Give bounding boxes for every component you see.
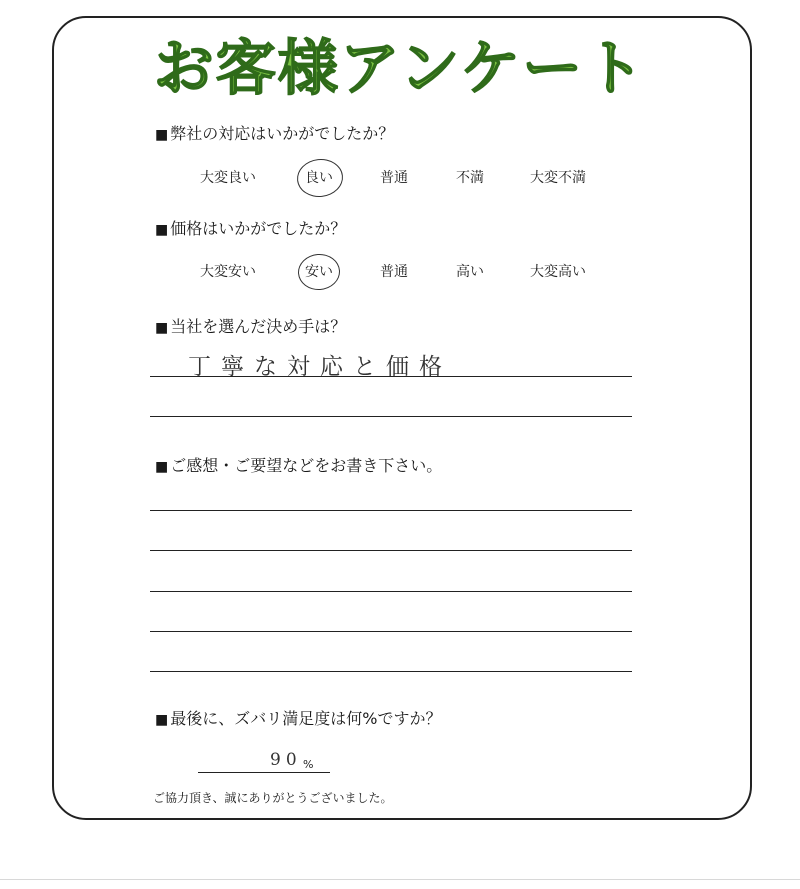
question-marker: ■ xyxy=(155,320,169,336)
price-option-very-cheap[interactable]: 大変安い xyxy=(200,264,256,280)
question-marker: ■ xyxy=(155,459,169,475)
comment-line[interactable] xyxy=(150,591,632,592)
question-price-text: 価格はいかがでしたか？ xyxy=(170,219,347,238)
answer-line xyxy=(150,416,632,417)
price-option-very-expensive[interactable]: 大変高い xyxy=(530,264,586,280)
comment-line[interactable] xyxy=(150,631,632,632)
comment-line[interactable] xyxy=(150,550,632,551)
comment-line[interactable] xyxy=(150,510,632,511)
question-service-text: 弊社の対応はいかがでしたか？ xyxy=(170,124,395,143)
thank-you-note: ご協力頂き、誠にありがとうございました。 xyxy=(153,791,393,805)
question-deciding-factor-text: 当社を選んだ決め手は？ xyxy=(170,317,347,336)
satisfaction-answer-line xyxy=(198,772,330,773)
survey-title: お客様アンケート xyxy=(153,34,647,104)
question-price xyxy=(155,218,346,241)
question-service xyxy=(155,123,394,146)
question-comments xyxy=(155,455,442,478)
price-option-average[interactable]: 普通 xyxy=(380,264,408,280)
comment-line[interactable] xyxy=(150,671,632,672)
question-satisfaction xyxy=(155,708,441,731)
question-marker: ■ xyxy=(155,127,169,143)
satisfaction-answer[interactable]: 90 xyxy=(270,750,302,770)
question-comments-text: ご感想・ご要望などをお書き下さい。 xyxy=(170,456,443,475)
percent-unit: % xyxy=(303,758,314,771)
service-option-very-good[interactable]: 大変良い xyxy=(200,170,256,186)
question-marker: ■ xyxy=(155,222,169,238)
service-option-very-dissatisfied[interactable]: 大変不満 xyxy=(530,170,586,186)
question-deciding-factor xyxy=(155,316,346,339)
price-option-expensive[interactable]: 高い xyxy=(456,264,484,280)
service-option-good[interactable]: 良い xyxy=(305,170,333,186)
service-option-average[interactable]: 普通 xyxy=(380,170,408,186)
question-satisfaction-text: 最後に、ズバリ満足度は何%ですか？ xyxy=(170,709,442,728)
question-marker: ■ xyxy=(155,712,169,728)
scan-edge-line xyxy=(0,879,800,880)
service-option-dissatisfied[interactable]: 不満 xyxy=(456,170,484,186)
price-option-cheap[interactable]: 安い xyxy=(305,264,333,280)
deciding-factor-answer[interactable]: 丁寧な対応と価格 xyxy=(188,354,452,380)
answer-line xyxy=(150,376,632,377)
